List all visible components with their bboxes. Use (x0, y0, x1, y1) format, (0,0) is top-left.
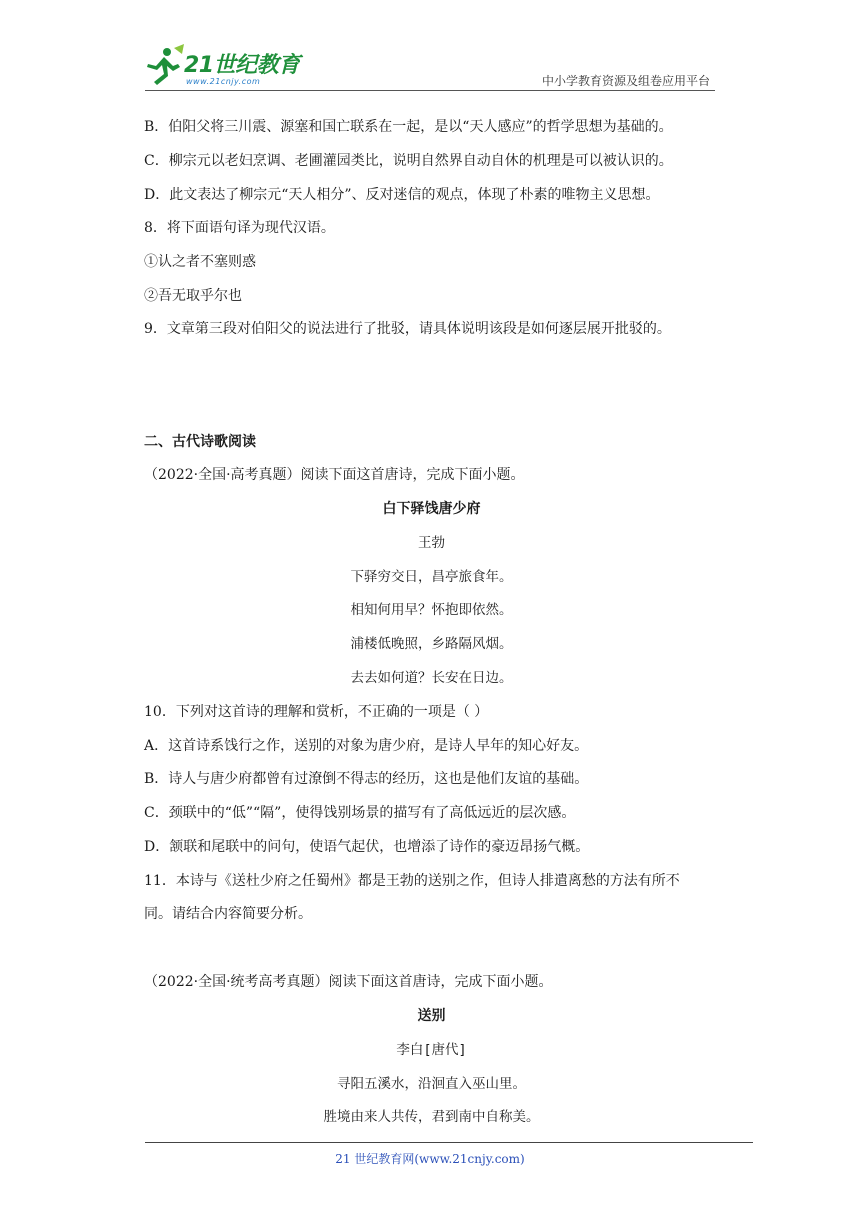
question-8-item-2: ②吾无取乎尔也 (144, 288, 242, 304)
poem1-title: 白下驿饯唐少府 (382, 501, 481, 517)
logo-text: 21世纪教育 (184, 53, 300, 78)
poem2-author: 李白[唐代] (396, 1042, 467, 1058)
question-11-line-1: 11．本诗与《送杜少府之任蜀州》都是王勃的送别之作，但诗人排遣离愁的方法有所不 (144, 873, 680, 889)
logo-url: www.21cnjy.com (186, 77, 261, 86)
option-c: C．柳宗元以老妇烹调、老圃灌园类比，说明自然界自动自休的机理是可以被认识的。 (144, 153, 673, 169)
question-8-item-1: ①认之者不塞则惑 (144, 254, 256, 270)
question-10-option-b: B．诗人与唐少府都曾有过潦倒不得志的经历，这也是他们友谊的基础。 (144, 771, 589, 787)
poem2-line-1: 寻阳五溪水，沿洄直入巫山里。 (337, 1076, 526, 1092)
poem1-author: 王勃 (418, 535, 445, 551)
section-heading: 二、古代诗歌阅读 (144, 434, 256, 450)
footer-text: 21 世纪教育网(www.21cnjy.com) (335, 1152, 525, 1166)
platform-name: 中小学教育资源及组卷应用平台 (541, 74, 710, 88)
question-10-option-a: A．这首诗系饯行之作，送别的对象为唐少府，是诗人早年的知心好友。 (144, 738, 589, 754)
source-note-2: （2022·全国·统考高考真题）阅读下面这首唐诗，完成下面小题。 (144, 974, 553, 990)
question-10-option-d: D．颔联和尾联中的问句，使语气起伏，也增添了诗作的豪迈昂扬气概。 (144, 839, 590, 855)
question-10-option-c: C．颈联中的“低”“隔”，使得饯别场景的描写有了高低远近的层次感。 (144, 805, 576, 821)
page-header (0, 0, 860, 100)
poem1-line-4: 去去如何道？长安在日边。 (350, 670, 513, 686)
option-d: D．此文表达了柳宗元“天人相分”、反对迷信的观点，体现了朴素的唯物主义思想。 (144, 187, 660, 203)
source-note-1: （2022·全国·高考真题）阅读下面这首唐诗，完成下面小题。 (144, 467, 525, 483)
poem2-line-2: 胜境由来人共传，君到南中自称美。 (323, 1109, 540, 1125)
question-11-line-2: 同。请结合内容简要分析。 (144, 906, 312, 922)
question-8: 8．将下面语句译为现代汉语。 (144, 220, 335, 236)
poem1-line-3: 浦楼低晚照，乡路隔风烟。 (350, 636, 513, 652)
question-9: 9．文章第三段对伯阳父的说法进行了批驳，请具体说明该段是如何逐层展开批驳的。 (144, 321, 671, 337)
runner-logo-icon (142, 44, 186, 88)
header-divider (145, 90, 715, 91)
question-10: 10．下列对这首诗的理解和赏析，不正确的一项是（ ） (144, 704, 489, 720)
option-b: B．伯阳父将三川震、源塞和国亡联系在一起，是以“天人感应”的哲学思想为基础的。 (144, 119, 673, 135)
poem1-line-2: 相知何用早？怀抱即依然。 (350, 602, 513, 618)
poem2-title: 送别 (417, 1008, 446, 1024)
poem1-line-1: 下驿穷交日，昌亭旅食年。 (350, 569, 513, 585)
site-logo (142, 44, 312, 94)
footer-divider (145, 1142, 753, 1143)
